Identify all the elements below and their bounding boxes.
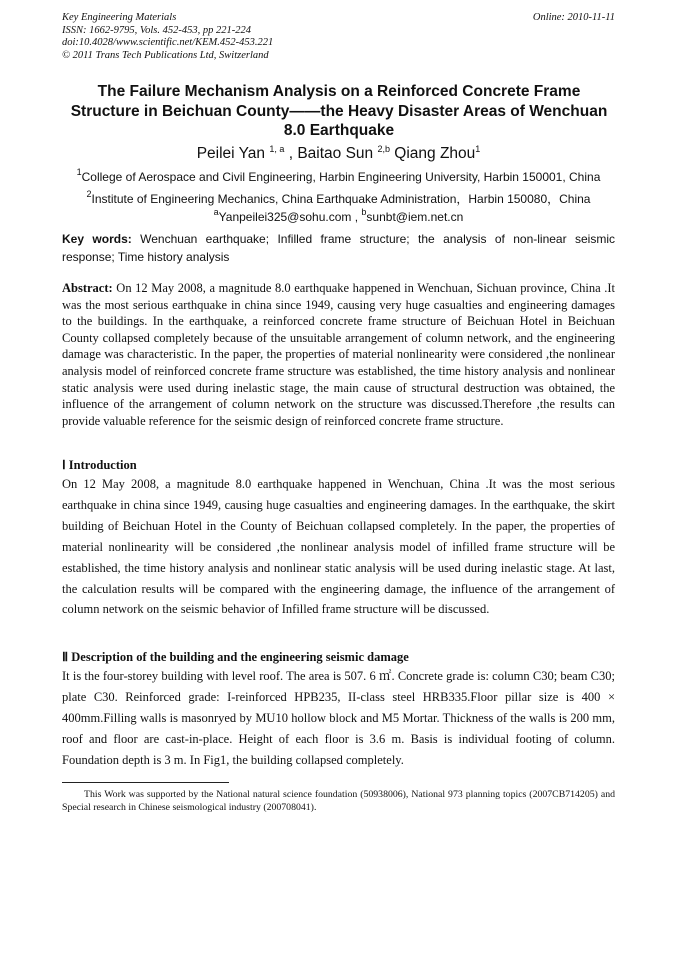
keywords-text: Wenchuan earthquake; Infilled frame structure; the analysis of non-linear seismic response; Time history analysis [62,232,615,264]
copyright-line: © 2011 Trans Tech Publications Ltd, Switzerland [62,49,269,61]
journal-name: Key Engineering Materials [62,12,177,23]
author-separator: , [284,145,298,162]
author-name: Qiang Zhou [394,145,476,162]
online-date: Online: 2010-11-11 [532,12,615,23]
keywords-label: Key words: [62,232,132,246]
funding-footnote: This Work was supported by the National natural science foundation (50938006), National 973 planning topics (2007CB714205) and Special research in Chinese seismological industry (200708041). [62,789,615,813]
author-emails [62,207,615,224]
footnote-divider [62,782,229,783]
section-heading-description: Ⅱ Description of the building and the engineering seismic damage [62,650,409,664]
author-superscript: 2,b [377,144,390,154]
doi-line: doi:10.4028/www.scientific.net/KEM.452-453.221 [62,37,274,48]
abstract-label: Abstract: [62,281,113,295]
author-list [62,145,615,163]
author-name: Peilei Yan [196,145,266,162]
description-paragraph: It is the four-storey building with level roof. The area is 507. 6 ㎡. Concrete grade is: column C30; beam C30; plate C30. Reinforced grade: I-reinforced HPB235, II-class steel HRB335.Floor pillar size is 400 × 400mm.Filling walls is masonryed by MU10 hollow block and M5 Mortar. Thickness of the walls is 200 mm, roof and floor are cast-in-place. Height of each floor is 3.6 m. Basis is individual footing of column. Foundation depth is 3 m. In Fig1, the building collapsed completely. [62,669,615,767]
author-name: Baitao Sun [297,145,374,162]
email-superscript: a [213,207,219,217]
publication-header [62,12,615,62]
email-separator: , [351,210,362,224]
abstract-text: On 12 May 2008, a magnitude 8.0 earthquake happened in Wenchuan, Sichuan province, China .It was the most serious earthquake in china since 1949, causing very huge casualties and engineering damages to the buildings. In the earthquake, a reinforced concrete frame structure of Beichuan Hotel in Beichuan County collapsed completely because of the unsuitable arrangement of column network, and the engineering damage was characteristic. In the paper, the properties of material nonlinearity were considered ,the nonlinear analysis model of reinforced concrete frame structure was established, the time history analysis and nonlinear static analysis were used during inelastic stage, the main cause of structural destruction was obtained, the influence of the arrangement of column network on the structure was discussed.Therefore ,the results can provide valuable reference for the seismic design of reinforced concrete frame structure. [62,281,615,428]
affiliation-1 [62,167,615,184]
keywords-paragraph [62,230,615,266]
email-address: Yanpeilei325@sohu.com [218,210,352,224]
introduction-paragraph: On 12 May 2008, a magnitude 8.0 earthquake happened in Wenchuan, China .It was the most serious earthquake in china since 1949, causing huge casualties and engineering damages. In the earthquake, the skirt building of Beichuan Hotel in the County of Beichuan collapsed completely. In the paper, the properties of material nonlinearity will be considered ,the nonlinear analysis model of infilled frame structure will be established, the time history analysis and nonlinear static analysis will be used during inelastic stage. At last, the calculation results will be compared with the engineering damage, the influence of the arrangement of column network on the seismic behavior of Infilled frame structure will be discussed. [62,477,615,617]
email-address: sunbt@iem.net.cn [366,210,464,224]
abstract-paragraph [62,280,615,429]
affiliation-text: College of Aerospace and Civil Engineering, Harbin Engineering University, Harbin 150001, China [81,170,601,184]
section-heading-introduction: Ⅰ Introduction [62,458,137,472]
affiliation-text: Institute of Engineering Mechanics, China Earthquake Administration，Harbin 150080，China [91,192,591,206]
issn-line: ISSN: 1662-9795, Vols. 452-453, pp 221-224 [62,24,251,36]
paper-title: The Failure Mechanism Analysis on a Reinforced Concrete Frame Structure in Beichuan County——the Heavy Disaster Areas of Wenchuan 8.0 Earthquake [70,83,608,139]
affiliation-superscript: 2 [86,189,92,199]
affiliation-2 [62,189,615,206]
email-superscript: b [361,207,367,217]
author-superscript: 1 [475,144,481,154]
author-superscript: 1, a [269,144,285,154]
affiliation-superscript: 1 [76,167,82,177]
